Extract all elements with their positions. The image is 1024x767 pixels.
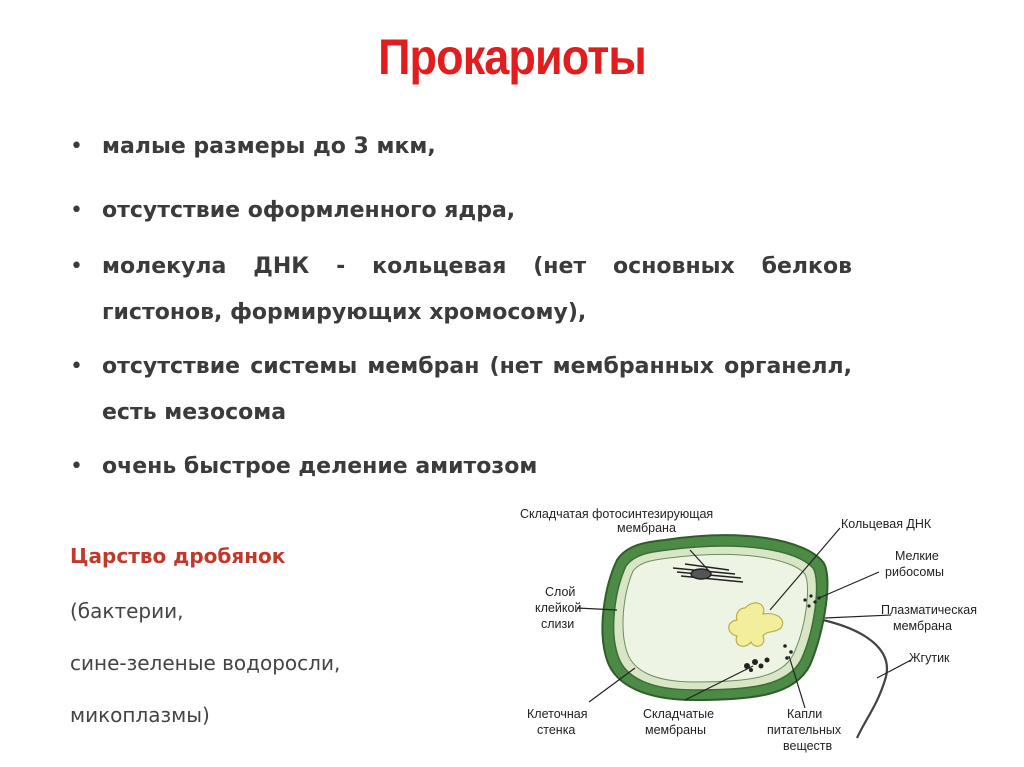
list-item <box>70 344 852 436</box>
label-drops-2: питательных <box>767 723 842 737</box>
list-item-text: очень быстрое деление амитозом <box>102 454 538 479</box>
list-item-text: молекула ДНК - кольцевая (нет основных белков гистонов, формирующих хромосому), <box>102 254 852 325</box>
label-fold-photo-2: мембрана <box>617 521 676 535</box>
bullet-dot: • <box>70 198 83 223</box>
list-item-text: малые размеры до 3 мкм, <box>102 134 436 159</box>
label-drops-1: Капли <box>787 707 823 721</box>
bullet-dot: • <box>70 254 83 279</box>
label-wall-1: Клеточная <box>527 707 588 721</box>
bullet-dot: • <box>70 454 83 479</box>
list-item <box>70 124 852 170</box>
list-item <box>70 244 852 336</box>
kingdom-line: сине-зеленые водоросли, <box>70 651 341 675</box>
features-list <box>70 124 852 508</box>
bullet-dot: • <box>70 134 83 159</box>
bullet-dot: • <box>70 354 83 379</box>
kingdom-line: микоплазмы) <box>70 703 210 727</box>
kingdom-line: (бактерии, <box>70 599 184 623</box>
label-flagellum: Жгутик <box>909 651 950 665</box>
list-item <box>70 188 852 234</box>
label-ribosomes-1: Мелкие <box>895 549 939 563</box>
label-slime-3: слизи <box>541 617 575 631</box>
list-item-text: отсутствие оформленного ядра, <box>102 198 516 223</box>
kingdom-heading: Царство дробянок <box>70 544 286 568</box>
list-item-text: отсутствие системы мембран (нет мембранных органелл, есть мезосома <box>102 354 852 425</box>
label-slime-2: клейкой <box>535 601 582 615</box>
prokaryote-cell-diagram <box>505 500 1020 762</box>
label-fold-photo-1: Складчатая фотосинтезирующая <box>520 507 714 521</box>
label-wall-2: стенка <box>537 723 576 737</box>
label-plasma-2: мембрана <box>893 619 952 633</box>
label-drops-3: веществ <box>783 739 833 753</box>
label-ring-dna: Кольцевая ДНК <box>841 517 932 531</box>
flagellum <box>823 620 887 738</box>
label-slime-1: Слой <box>545 585 576 599</box>
label-ribosomes-2: рибосомы <box>885 565 944 579</box>
list-item <box>70 444 852 490</box>
label-folded-1: Складчатые <box>643 707 715 721</box>
label-plasma-1: Плазматическая <box>881 603 977 617</box>
label-folded-2: мембраны <box>645 723 706 737</box>
page-title: Прокариоты <box>378 29 646 85</box>
